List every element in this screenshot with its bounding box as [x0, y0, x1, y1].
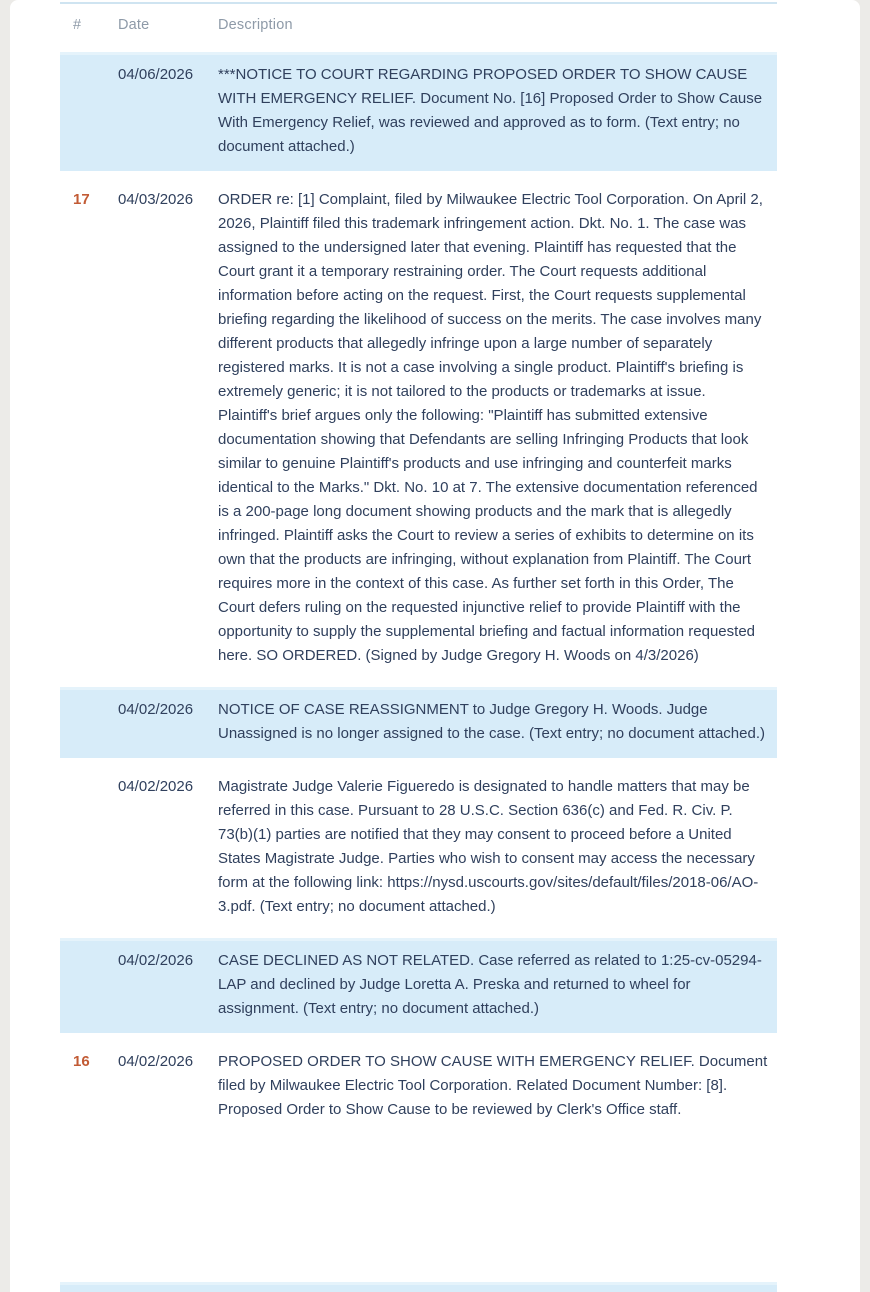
- docket-entry-number-link: [60, 775, 108, 919]
- docket-entry-date: 04/02/2026: [118, 701, 194, 718]
- docket-entry-description: CASE DECLINED AS NOT RELATED. Case referred as related to 1:25-cv-05294-LAP and declined by Judge Loretta A. Preska and returned to wheel for assignment. (Text entry; no document attached.): [218, 952, 762, 1017]
- docket-table-header: [60, 4, 777, 45]
- docket-entry-date: 04/03/2026: [118, 191, 194, 208]
- column-header-number: #: [73, 17, 82, 33]
- docket-entry-number-link[interactable]: 16: [73, 1053, 90, 1070]
- docket-entry-date: 04/02/2026: [118, 778, 194, 795]
- docket-entry-row: [60, 52, 777, 171]
- docket-entry-description: ***NOTICE TO COURT REGARDING PROPOSED ORDER TO SHOW CAUSE WITH EMERGENCY RELIEF. Document No. [16] Proposed Order to Show Cause With Emergency Relief, was reviewed and approved as to form. (Text entry; no document attached.): [218, 66, 763, 155]
- docket-entry-row: [60, 687, 777, 758]
- docket-entry-number-link: [60, 949, 108, 1021]
- next-row-partial-edge: [60, 1282, 777, 1292]
- docket-entry-date: 04/06/2026: [118, 66, 194, 83]
- docket-entry-number-link[interactable]: 17: [73, 191, 90, 208]
- docket-entry-date: 04/02/2026: [118, 952, 194, 969]
- docket-entry-row: [60, 178, 777, 680]
- column-header-date: Date: [118, 17, 150, 33]
- docket-entry-description: NOTICE OF CASE REASSIGNMENT to Judge Gregory H. Woods. Judge Unassigned is no longer assigned to the case. (Text entry; no document attached.): [218, 701, 765, 742]
- docket-card: [10, 0, 860, 1292]
- docket-entry-description: PROPOSED ORDER TO SHOW CAUSE WITH EMERGENCY RELIEF. Document filed by Milwaukee Electric Tool Corporation. Related Document Number: [8]. Proposed Order to Show Cause to be reviewed by Clerk's Office staff.: [218, 1053, 768, 1118]
- docket-entry-row: [60, 765, 777, 931]
- docket-entry-row: [60, 938, 777, 1033]
- docket-entry-number-link: [60, 63, 108, 159]
- column-header-description: Description: [218, 17, 293, 33]
- docket-entry-number-link: [60, 698, 108, 746]
- docket-entry-description: ORDER re: [1] Complaint, filed by Milwaukee Electric Tool Corporation. On April 2, 2026, Plaintiff filed this trademark infringement action. Dkt. No. 1. The case was assigned to the undersigned later that evening. Plaintiff has requested that the Court grant it a temporary restraining order. The Court requests additional information before acting on the request. First, the Court requests supplemental briefing regarding the likelihood of success on the merits. The case involves many different products that allegedly infringe upon a large number of separately registered marks. It is not a case involving a single product. Plaintiff's briefing is extremely generic; it is not tailored to the products or trademarks at issue. Plaintiff's brief argues only the following: "Plaintiff has submitted extensive documentation showing that Defendants are selling Infringing Products that look similar to genuine Plaintiff's products and use infringing and counterfeit marks identical to the Marks." Dkt. No. 10 at 7. The extensive documentation referenced is a 200-page long document showing products and the mark that is allegedly infringed. Plaintiff asks the Court to review a series of exhibits to determine on its own that the products are infringing, without explanation from Plaintiff. The Court requires more in the context of this case. As further set forth in this Order, The Court defers ruling on the requested injunctive relief to provide Plaintiff with the opportunity to supply the supplemental briefing and factual information requested here. SO ORDERED. (Signed by Judge Gregory H. Woods on 4/3/2026): [218, 191, 763, 664]
- docket-entry-row: [60, 1040, 777, 1134]
- docket-entries-list: [60, 52, 777, 1134]
- docket-entry-date: 04/02/2026: [118, 1053, 194, 1070]
- docket-entry-description: Magistrate Judge Valerie Figueredo is designated to handle matters that may be referred in this case. Pursuant to 28 U.S.C. Section 636(c) and Fed. R. Civ. P. 73(b)(1) parties are notified that they may consent to proceed before a United States Magistrate Judge. Parties who wish to consent may access the necessary form at the following link: https://nysd.uscourts.gov/sites/default/files/2018-06/AO-3.pdf. (Text entry; no document attached.): [218, 778, 759, 915]
